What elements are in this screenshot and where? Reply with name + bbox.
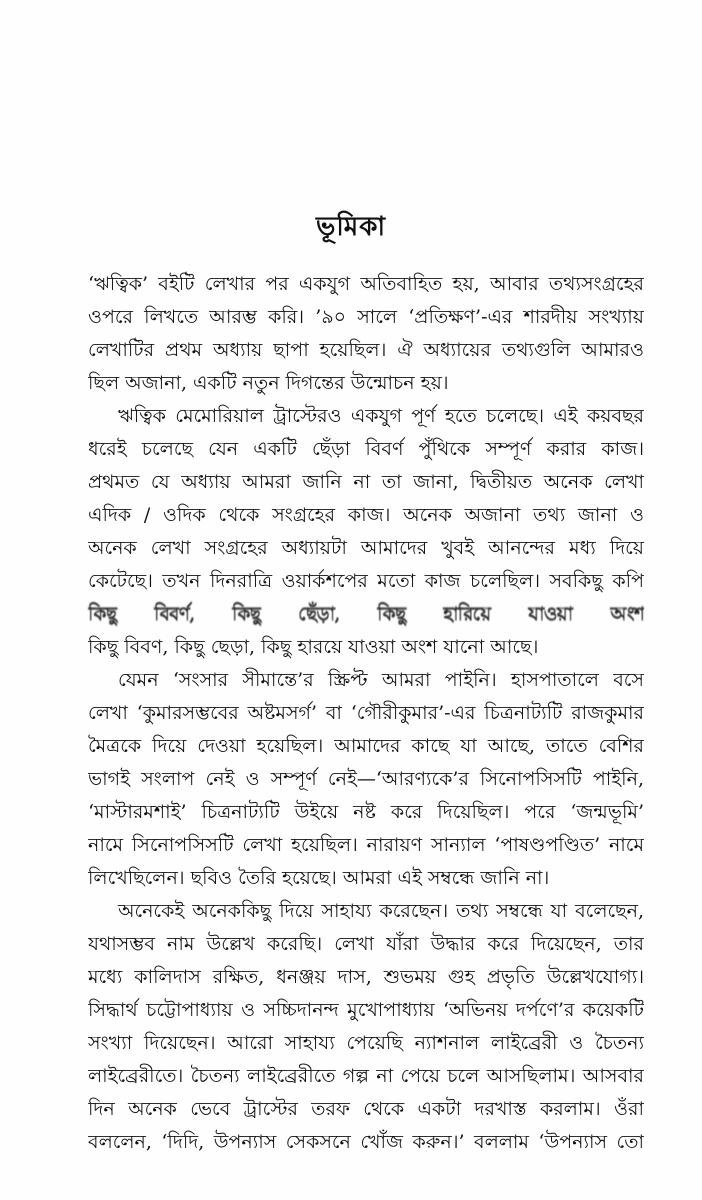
text-line: সংখ্যা দিয়েছেন। আরো সাহায্য পেয়েছি ন্যাশনাল লাইব্রেরী ও চৈতন্য bbox=[88, 1032, 644, 1054]
text-line: ঋত্বিক মেমোরিয়াল ট্রাস্টেরও একযুগ পূর্ণ হতে চলেছে। এই কয়বছর bbox=[118, 405, 644, 427]
text-line: প্রথমত যে অধ্যায় আমরা জানি না তা জানা, দ্বিতীয়ত অনেক লেখা bbox=[88, 471, 644, 493]
text-line: মধ্যে কালিদাস রক্ষিত, ধনঞ্জয় দাস, শুভময় গুহ প্রভৃতি উল্লেখযোগ্য। bbox=[88, 966, 644, 988]
text-line: কিছু বিবণ, কিছু ছেড়া, কিছু হারয়ে যাওয়া অংশ যানো আছে। bbox=[88, 636, 539, 658]
text-line: এদিক / ওদিক থেকে সংগ্রহের কাজ। অনেক অজানা তথ্য জানা ও bbox=[88, 504, 644, 526]
text-line: ভাগই সংলাপ নেই ও সম্পূর্ণ নেই—‘আরণ্যকে’র সিনোপসিসটি পাইনি, bbox=[88, 768, 644, 790]
text-line: কেটেছে। তখন দিনরাত্রি ওয়ার্কশপের মতো কাজ চলেছিল। সবকিছু কপি bbox=[88, 570, 644, 592]
text-line: মৈত্রকে দিয়ে দেওয়া হয়েছিল। আমাদের কাছে যা আছে, তাতে বেশির bbox=[88, 735, 644, 757]
text-line: ছিল অজানা, একটি নতুন দিগন্তের উন্মোচন হয়। bbox=[88, 372, 449, 394]
text-line: অনেক লেখা সংগ্রহের অধ্যায়টা আমাদের খুবই আনন্দের মধ্য দিয়ে bbox=[88, 537, 644, 559]
text-line: দিন অনেক ভেবে ট্রাস্টের তরফ থেকে একটা দরখাস্ত করলাম। ওঁরা bbox=[88, 1098, 644, 1120]
text-line: যেমন ‘সংসার সীমান্তে’র স্ক্রিপ্ট আমরা পাইনি। হাসপাতালে বসে bbox=[118, 669, 644, 691]
text-line: লাইব্রেরীতে। চৈতন্য লাইব্রেরীতে গল্প না পেয়ে চলে আসছিলাম। আসবার bbox=[88, 1065, 644, 1087]
text-line: লেখা ‘কুমারসম্ভবের অষ্টমসর্গ’ বা ‘গৌরীকুমার’-এর চিত্রনাট্যটি রাজকুমার bbox=[88, 702, 644, 724]
text-line: বললেন, ‘দিদি, উপন্যাস সেকসনে খোঁজ করুন।’ বললাম ‘উপন্যাস তো bbox=[88, 1131, 644, 1153]
text-line: লেখাটির প্রথম অধ্যায় ছাপা হয়েছিল। ঐ অধ্যায়ের তথ্যগুলি আমারও bbox=[88, 339, 644, 361]
text-line: ধরেই চলেছে যেন একটি ছেঁড়া বিবর্ণ পুঁথিকে সম্পূর্ণ করার কাজ। bbox=[88, 438, 644, 460]
text-line: ওপরে লিখতে আরম্ভ করি। ’৯০ সালে ‘প্রতিক্ষণ’-এর শারদীয় সংখ্যায় bbox=[88, 306, 644, 328]
text-line: যথাসম্ভব নাম উল্লেখ করেছি। লেখা যাঁরা উদ্ধার করে দিয়েছেন, তার bbox=[88, 933, 644, 955]
text-line: ‘ঋত্বিক’ বইটি লেখার পর একযুগ অতিবাহিত হয়, আবার তথ্যসংগ্রহের bbox=[88, 273, 644, 295]
smudged-text-line: কিছু বিবর্ণ, কিছু ছেঁড়া, কিছু হারিয়ে যাওয়া অংশ bbox=[88, 603, 644, 625]
page-title: ভূমিকা bbox=[316, 212, 386, 242]
text-line: নামে সিনোপসিসটি লেখা হয়েছিল। নারায়ণ সান্যাল ‘পাষণ্ডপণ্ডিত’ নামে bbox=[88, 834, 644, 856]
text-line: লিখেছিলেন। ছবিও তৈরি হয়েছে। আমরা এই সম্বন্ধে জানি না। bbox=[88, 867, 550, 889]
text-line: সিদ্ধার্থ চট্টোপাধ্যায় ও সচ্চিদানন্দ মুখোপাধ্যায় ‘অভিনয় দর্পণে’র কয়েকটি bbox=[88, 999, 644, 1021]
preface-body bbox=[88, 268, 644, 1159]
text-line: অনেকেই অনেককিছু দিয়ে সাহায্য করেছেন। তথ্য সম্বন্ধে যা বলেছেন, bbox=[118, 900, 644, 922]
text-line: ‘মাস্টারমশাই’ চিত্রনাট্যটি উইয়ে নষ্ট করে দিয়েছিল। পরে ‘জন্মভূমি’ bbox=[88, 801, 644, 823]
